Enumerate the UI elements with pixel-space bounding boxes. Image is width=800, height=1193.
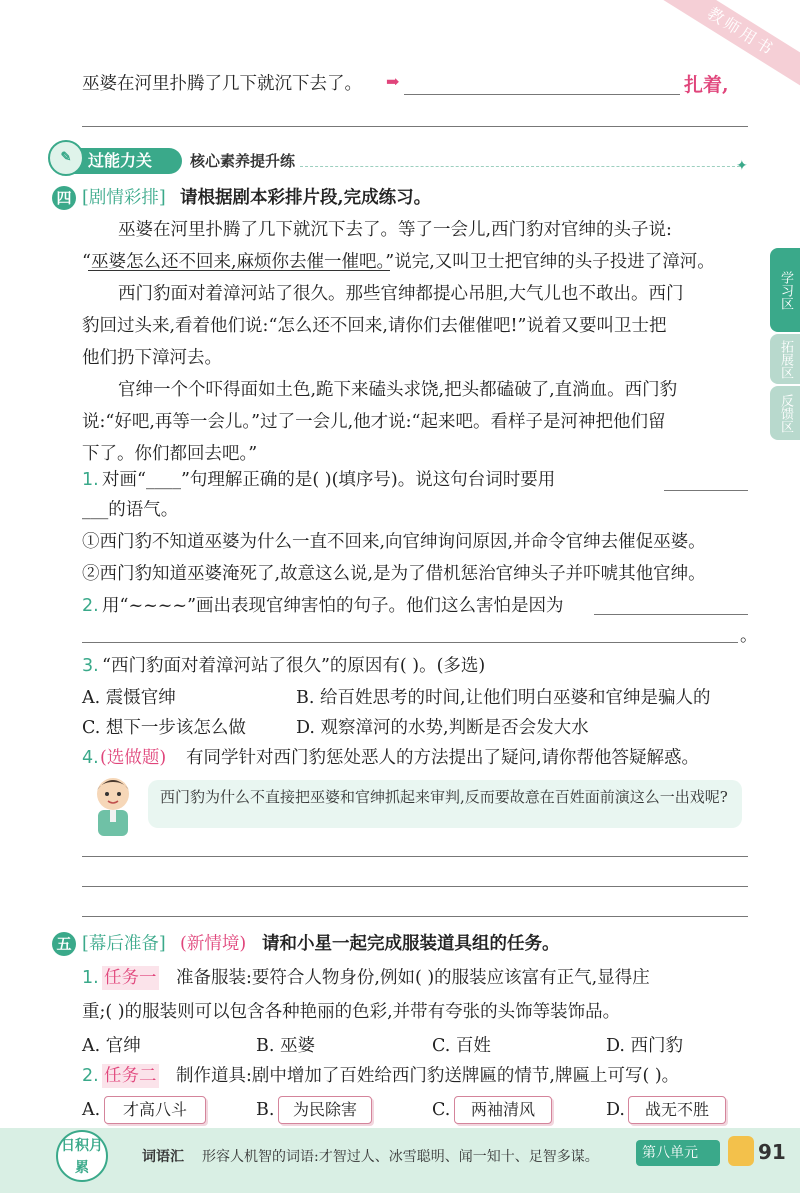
task2-option-a[interactable]: 才高八斗	[104, 1096, 206, 1124]
section-subtitle: 核心素养提升练	[190, 152, 296, 170]
item3-option-b: B. 给百姓思考的时间,让他们明白巫婆和官绅是骗人的	[296, 688, 711, 708]
section-title: 过能力关	[56, 148, 182, 174]
passage-line-6: 官绅一个个吓得面如土色,跪下来磕头求饶,把头都磕破了,直淌血。西门豹	[118, 380, 678, 400]
section-badge-icon: ✎	[48, 140, 84, 176]
item4-answer-line-3[interactable]	[82, 916, 748, 917]
q5-tag: [幕后准备]	[82, 934, 166, 954]
q4-instruction: 请根据剧本彩排片段,完成练习。	[180, 188, 432, 208]
footer-text: 形容人机智的词语:才智过人、冰雪聪明、闻一知十、足智多谋。	[202, 1149, 599, 1165]
item1-option-1: ①西门豹不知道巫婆为什么一直不回来,向官绅询问原因,并命令官绅去催促巫婆。	[82, 532, 706, 552]
item4-answer-line-1[interactable]	[82, 856, 748, 857]
task1-option-d: D. 西门豹	[606, 1036, 684, 1056]
item2-number: 2.	[82, 596, 99, 616]
item2-text: 用“~~~~”画出表现官绅害怕的句子。他们这么害怕是因为	[102, 596, 564, 616]
item3-text: “西门豹面对着漳河站了很久”的原因有( )。(多选)	[102, 656, 486, 676]
side-tab-feedback[interactable]: 反馈区	[770, 386, 800, 440]
passage-line-2: “巫婆怎么还不回来,麻烦你去催一催吧。”说完,又叫卫士把官绅的头子投进了漳河。	[82, 252, 715, 272]
item2-end: 。	[740, 626, 758, 646]
q5-tag2: (新情境)	[180, 934, 247, 954]
item1-text: 对画“____”句理解正确的是( )(填序号)。说这句台词时要用	[102, 470, 556, 490]
passage-line-5: 他们扔下漳河去。	[82, 348, 222, 368]
answer-line[interactable]	[404, 94, 680, 95]
task2-option-c[interactable]: 两袖清风	[454, 1096, 552, 1124]
task2-option-a-label: A.	[82, 1100, 101, 1120]
side-tab-study[interactable]: 学习区	[770, 248, 800, 332]
item1-blank[interactable]	[664, 490, 748, 491]
mascot-icon	[728, 1136, 754, 1166]
task1-option-c: C. 百姓	[432, 1036, 491, 1056]
task1-option-a: A. 官绅	[82, 1036, 141, 1056]
task2-option-d[interactable]: 战无不胜	[628, 1096, 726, 1124]
item4-answer-line-2[interactable]	[82, 886, 748, 887]
footer-logo: 日积月累	[56, 1130, 108, 1182]
task2-option-b[interactable]: 为民除害	[278, 1096, 372, 1124]
item1-number: 1.	[82, 470, 99, 490]
passage-line-1: 巫婆在河里扑腾了几下就沉下去了。等了一会儿,西门豹对官绅的头子说:	[118, 220, 672, 240]
item4-text: 有同学针对西门豹惩处恶人的方法提出了疑问,请你帮他答疑解惑。	[186, 748, 700, 768]
task2-option-d-label: D.	[606, 1100, 625, 1120]
question-bubble: 西门豹为什么不直接把巫婆和官绅抓起来审判,反而要故意在百姓面前演这么一出戏呢?	[148, 780, 742, 828]
task1-text: 准备服装:要符合人物身份,例如( )的服装应该富有正气,显得庄	[176, 968, 650, 988]
item2-blank[interactable]	[594, 614, 748, 615]
arrow-icon: ➡	[386, 72, 400, 91]
task2-text: 制作道具:剧中增加了百姓给西门豹送牌匾的情节,牌匾上可写( )。	[176, 1066, 680, 1086]
task2-option-c-label: C.	[432, 1100, 451, 1120]
student-avatar-icon	[84, 772, 142, 838]
section-divider	[300, 166, 740, 167]
task1-tag: 任务一	[104, 968, 157, 988]
passage-line-4: 豹回过头来,看着他们说:“怎么还不回来,请你们去催催吧!”说着又要叫卫士把	[82, 316, 667, 336]
page-number: 91	[758, 1140, 786, 1164]
top-sentence: 巫婆在河里扑腾了几下就沉下去了。	[82, 74, 362, 94]
corner-ribbon: 教师用书	[645, 0, 800, 100]
star-icon: ✦	[736, 158, 748, 174]
item3-option-d: D. 观察漳河的水势,判断是否会发大水	[296, 718, 589, 738]
item3-option-a: A. 震慑官绅	[82, 688, 176, 708]
item1-option-2: ②西门豹知道巫婆淹死了,故意这么说,是为了借机惩治官绅头子并吓唬其他官绅。	[82, 564, 706, 584]
side-tab-extend[interactable]: 拓展区	[770, 334, 800, 384]
passage-line-3: 西门豹面对着漳河站了很久。那些官绅都提心吊胆,大气儿也不敢出。西门	[118, 284, 684, 304]
task2-number: 2.	[82, 1066, 99, 1086]
task1-cont: 重;( )的服装则可以包含各种艳丽的色彩,并带有夸张的头饰等装饰品。	[82, 1002, 621, 1022]
item2-blank-2[interactable]	[82, 642, 738, 643]
item1-cont: ___的语气。	[82, 500, 179, 520]
unit-label: 第八单元	[636, 1140, 720, 1166]
answer-partial: 扎着,	[684, 74, 729, 96]
task2-tag: 任务二	[104, 1066, 157, 1086]
underline-mark	[88, 270, 390, 271]
q5-instruction: 请和小星一起完成服装道具组的任务。	[262, 934, 560, 954]
item3-option-c: C. 想下一步该怎么做	[82, 718, 246, 738]
passage-line-8: 下了。你们都回去吧。”	[82, 444, 258, 464]
item4-number: 4.	[82, 748, 99, 768]
item4-tag: (选做题)	[100, 748, 167, 768]
item3-number: 3.	[82, 656, 99, 676]
task2-option-b-label: B.	[256, 1100, 275, 1120]
q4-badge: 四	[52, 186, 76, 210]
footer-label: 词语汇	[142, 1149, 184, 1165]
task1-number: 1.	[82, 968, 99, 988]
answer-line-2[interactable]	[82, 126, 748, 127]
q4-tag: [剧情彩排]	[82, 188, 166, 208]
q5-badge: 五	[52, 932, 76, 956]
passage-line-7: 说:“好吧,再等一会儿。”过了一会儿,他才说:“起来吧。看样子是河神把他们留	[82, 412, 666, 432]
task1-option-b: B. 巫婆	[256, 1036, 315, 1056]
